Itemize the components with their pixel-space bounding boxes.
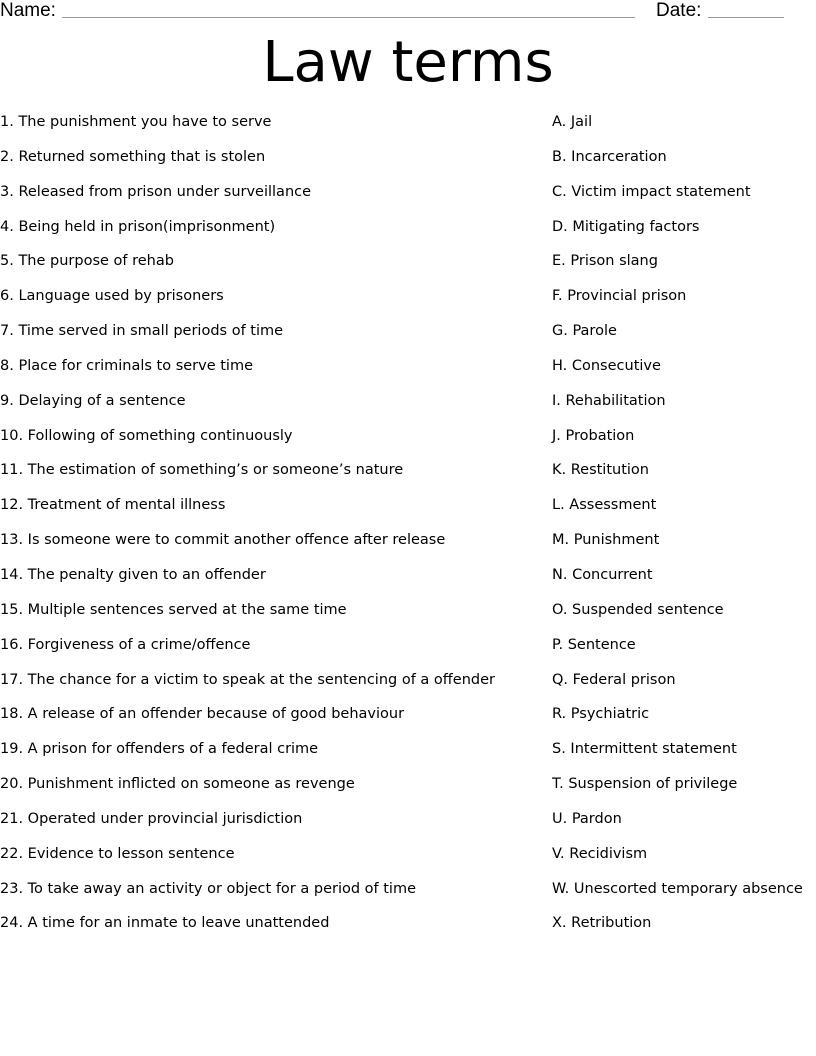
worksheet-header xyxy=(0,0,816,24)
answer-item: A. Jail xyxy=(552,114,593,130)
answer-item: C. Victim impact statement xyxy=(552,183,751,200)
date-label: Date: xyxy=(656,0,702,21)
clue-item: 4. Being held in prison(imprisonment) xyxy=(0,218,276,235)
answer-item: I. Rehabilitation xyxy=(552,392,666,409)
answer-item: S. Intermittent statement xyxy=(552,741,737,758)
date-field-line xyxy=(708,17,784,18)
answer-item: J. Probation xyxy=(552,427,635,444)
answer-item: U. Pardon xyxy=(552,810,622,827)
clue-item: 13. Is someone were to commit another offence after release xyxy=(0,532,446,549)
answer-item: Q. Federal prison xyxy=(552,671,676,688)
clue-item: 20. Punishment inflicted on someone as revenge xyxy=(0,776,355,793)
answer-item: M. Punishment xyxy=(552,532,660,549)
answer-item: D. Mitigating factors xyxy=(552,218,700,235)
clue-item: 12. Treatment of mental illness xyxy=(0,497,226,514)
clue-item: 21. Operated under provincial jurisdiction xyxy=(0,810,303,827)
answer-item: O. Suspended sentence xyxy=(552,601,724,618)
clue-item: 19. A prison for offenders of a federal crime xyxy=(0,741,319,758)
answer-item: T. Suspension of privilege xyxy=(552,776,738,793)
name-field-line xyxy=(62,17,635,18)
worksheet-title: Law terms xyxy=(262,30,554,95)
answer-item: B. Incarceration xyxy=(552,148,667,165)
answer-item: X. Retribution xyxy=(552,915,652,932)
clue-item: 1. The punishment you have to serve xyxy=(0,114,272,130)
answer-item: W. Unescorted temporary absence xyxy=(552,880,803,897)
answer-item: F. Provincial prison xyxy=(552,288,687,305)
answer-item: P. Sentence xyxy=(552,636,636,653)
clue-item: 3. Released from prison under surveillance xyxy=(0,183,312,200)
clue-item: 9. Delaying of a sentence xyxy=(0,392,186,409)
clue-item: 23. To take away an activity or object for a period of time xyxy=(0,880,417,897)
clue-item: 14. The penalty given to an offender xyxy=(0,566,266,583)
answer-item: H. Consecutive xyxy=(552,357,661,374)
clue-item: 22. Evidence to lesson sentence xyxy=(0,845,235,862)
answer-item: R. Psychiatric xyxy=(552,706,650,723)
answer-item: N. Concurrent xyxy=(552,566,653,583)
clue-item: 5. The purpose of rehab xyxy=(0,253,174,270)
answer-item: V. Recidivism xyxy=(552,845,648,862)
clue-item: 16. Forgiveness of a crime/offence xyxy=(0,636,251,653)
answer-list xyxy=(552,111,816,947)
answer-item: L. Assessment xyxy=(552,497,657,514)
clue-item: 24. A time for an inmate to leave unattended xyxy=(0,915,330,932)
clue-item: 6. Language used by prisoners xyxy=(0,288,224,305)
answer-item: E. Prison slang xyxy=(552,253,658,270)
clue-item: 2. Returned something that is stolen xyxy=(0,148,266,165)
answer-item: G. Parole xyxy=(552,323,617,340)
clue-item: 18. A release of an offender because of good behaviour xyxy=(0,706,405,723)
clue-item: 8. Place for criminals to serve time xyxy=(0,357,254,374)
clue-list xyxy=(0,111,540,947)
answer-item: K. Restitution xyxy=(552,462,649,479)
clue-item: 17. The chance for a victim to speak at the sentencing of a offender xyxy=(0,671,495,688)
clue-item: 15. Multiple sentences served at the same time xyxy=(0,601,347,618)
clue-item: 10. Following of something continuously xyxy=(0,427,293,444)
name-label: Name: xyxy=(0,0,56,21)
clue-item: 11. The estimation of something’s or someone’s nature xyxy=(0,462,404,479)
clue-item: 7. Time served in small periods of time xyxy=(0,323,284,340)
